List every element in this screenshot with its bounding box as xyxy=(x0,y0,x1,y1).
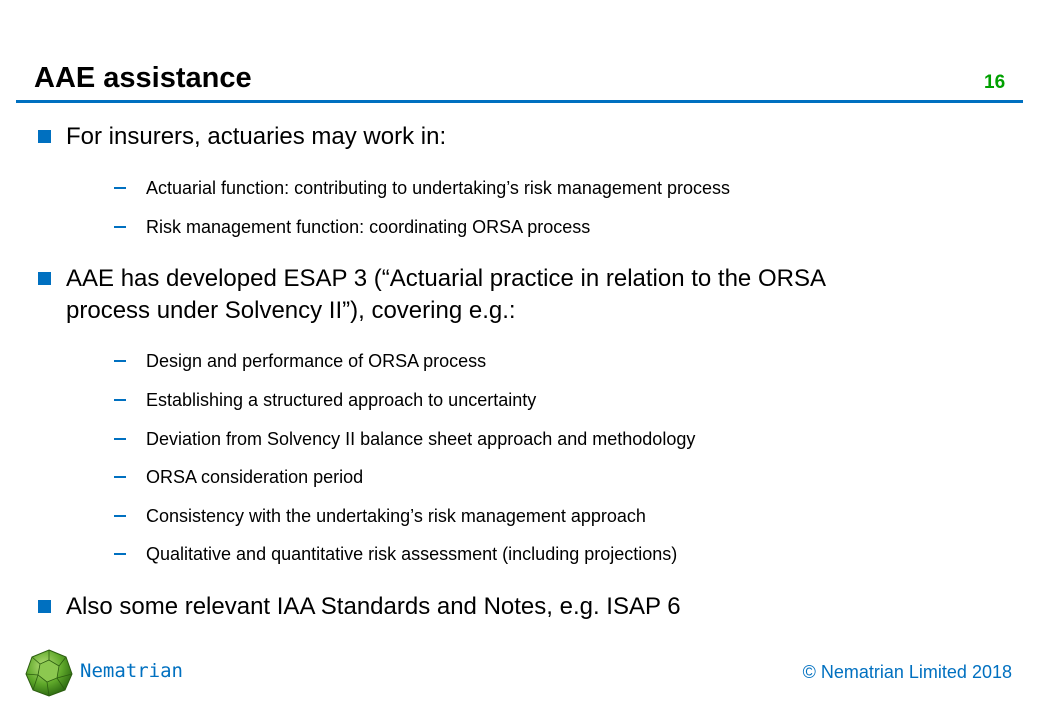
sub-bullet-dash xyxy=(114,399,126,401)
sub-bullet-text: Qualitative and quantitative risk assessment (including projections) xyxy=(146,544,678,564)
sub-bullet-dash xyxy=(114,553,126,555)
bullet-marker xyxy=(38,130,51,143)
sub-bullet-dash xyxy=(114,187,126,189)
sub-bullet-text: Actuarial function: contributing to undertaking’s risk management process xyxy=(146,178,730,198)
bullet-marker xyxy=(38,272,51,285)
slide-title: AAE assistance xyxy=(34,62,252,94)
sub-bullet-text: Risk management function: coordinating ORSA process xyxy=(146,217,591,237)
bullet-text: Also some relevant IAA Standards and Notes, e.g. ISAP 6 xyxy=(66,593,681,620)
page-number: 16 xyxy=(984,72,1006,93)
sub-bullet-dash xyxy=(114,438,126,440)
sub-bullet-dash xyxy=(114,226,126,228)
sub-bullet-dash xyxy=(114,360,126,362)
sub-bullet-text: Consistency with the undertaking’s risk management approach xyxy=(146,506,646,526)
title-divider xyxy=(16,100,1023,103)
sub-bullet-text: Deviation from Solvency II balance sheet approach and methodology xyxy=(146,429,696,449)
sub-bullet-text: Establishing a structured approach to uncertainty xyxy=(146,390,537,410)
sub-bullet-text: ORSA consideration period xyxy=(146,467,364,487)
sub-bullet-dash xyxy=(114,515,126,517)
bullet-text-line-2: process under Solvency II”), covering e.g.: xyxy=(66,297,516,324)
brand-name: Nematrian xyxy=(80,660,183,682)
bullet-marker xyxy=(38,600,51,613)
copyright-notice: © Nematrian Limited 2018 xyxy=(802,662,1012,682)
bullet-text-line-1: AAE has developed ESAP 3 (“Actuarial practice in relation to the ORSA xyxy=(66,265,826,292)
polyhedron-logo-icon xyxy=(24,648,74,698)
bullet-text: For insurers, actuaries may work in: xyxy=(66,123,447,150)
sub-bullet-text: Design and performance of ORSA process xyxy=(146,351,487,371)
sub-bullet-dash xyxy=(114,476,126,478)
